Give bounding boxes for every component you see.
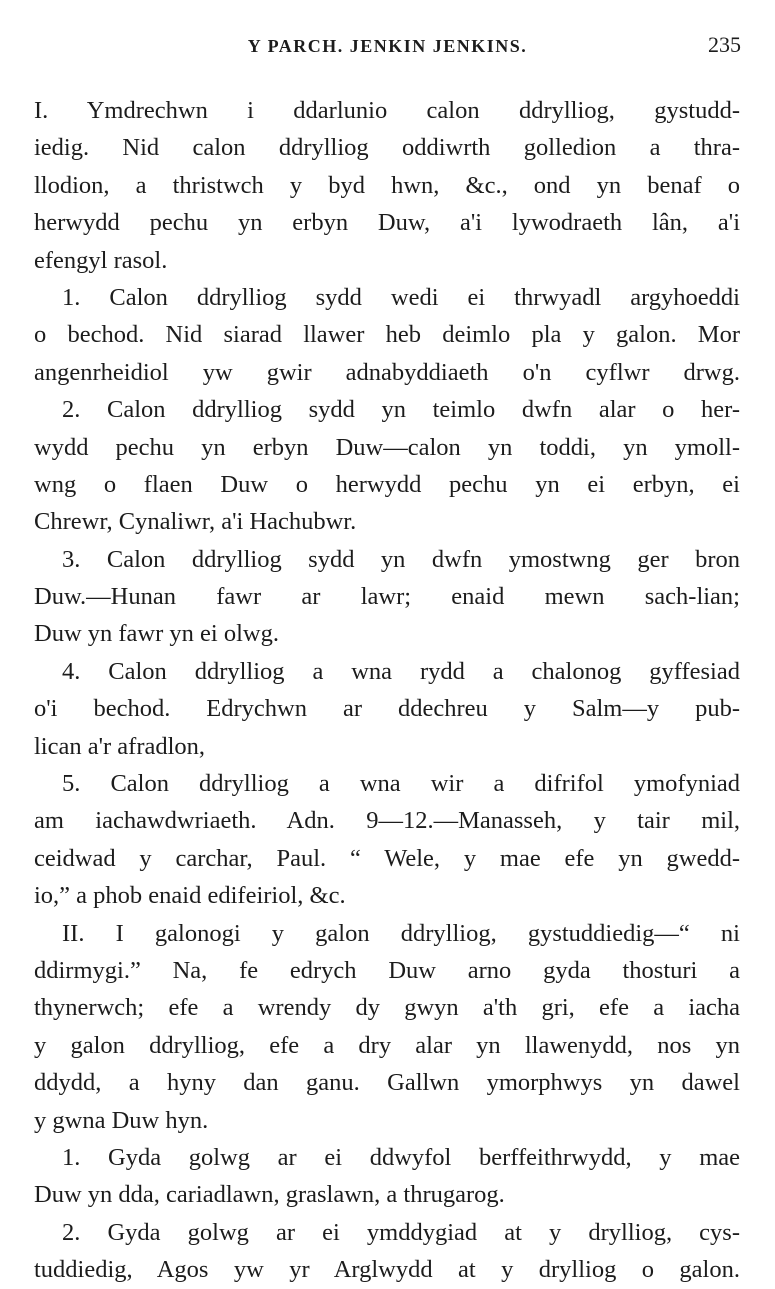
text-line: I. Ymdrechwn i ddarlunio calon ddrylliog, gystudd- bbox=[34, 97, 740, 124]
text-line: thynerwch; efe a wrendy dy gwyn a'th gri, efe a iacha bbox=[34, 994, 740, 1022]
text-line: llodion, a thristwch y byd hwn, &c., ond yn benaf o bbox=[34, 171, 740, 199]
text-line: lican a'r afradlon, bbox=[34, 732, 206, 760]
text-line: io,” a phob enaid edifeiriol, &c. bbox=[34, 882, 346, 910]
text-line: Chrewr, Cynaliwr, a'i Hachubwr. bbox=[34, 508, 357, 536]
text-line: 1. Calon ddrylliog sydd wedi ei thrwyadl argyhoeddi bbox=[62, 283, 740, 311]
text-line: tuddiedig, Agos yw yr Arglwydd at y drylliog o galon. bbox=[34, 1256, 740, 1284]
text-line: 2. Gyda golwg ar ei ymddygiad at y drylliog, cys- bbox=[62, 1218, 740, 1246]
text-line: o bechod. Nid siarad llawer heb deimlo pla y galon. Mor bbox=[34, 321, 740, 349]
text-line: Duw yn fawr yn ei olwg. bbox=[34, 620, 279, 648]
text-line: wng o flaen Duw o herwydd pechu yn ei erbyn, ei bbox=[34, 470, 740, 498]
body-text bbox=[34, 92, 740, 1289]
text-line: wydd pechu yn erbyn Duw—calon yn toddi, yn ymoll- bbox=[34, 433, 740, 461]
text-line: 4. Calon ddrylliog a wna rydd a chalonog gyffesiad bbox=[62, 657, 740, 685]
text-line: y gwna Duw hyn. bbox=[34, 1106, 209, 1134]
text-line: ddydd, a hyny dan ganu. Gallwn ymorphwys yn dawel bbox=[34, 1069, 740, 1097]
text-line: efengyl rasol. bbox=[34, 246, 168, 274]
text-line: angenrheidiol yw gwir adnabyddiaeth o'n cyflwr drwg. bbox=[34, 358, 740, 386]
text-line: am iachawdwriaeth. Adn. 9—12.—Manasseh, y tair mil, bbox=[34, 807, 740, 835]
text-line: ddirmygi.” Na, fe edrych Duw arno gyda thosturi a bbox=[34, 956, 740, 984]
page-number: 235 bbox=[708, 32, 741, 57]
text-line: iedig. Nid calon ddrylliog oddiwrth golledion a thra- bbox=[34, 134, 740, 162]
text-line: 5. Calon ddrylliog a wna wir a difrifol ymofyniad bbox=[62, 770, 740, 798]
text-line: 3. Calon ddrylliog sydd yn dwfn ymostwng ger bron bbox=[62, 545, 740, 573]
text-line: 1. Gyda golwg ar ei ddwyfol berffeithrwydd, y mae bbox=[62, 1143, 740, 1171]
running-head bbox=[34, 30, 741, 70]
text-line: Duw yn dda, cariadlawn, graslawn, a thrugarog. bbox=[34, 1181, 505, 1209]
running-title: Y PARCH. JENKIN JENKINS. bbox=[247, 36, 528, 56]
text-line: o'i bechod. Edrychwn ar ddechreu y Salm—y pub- bbox=[34, 695, 740, 723]
text-line: ceidwad y carchar, Paul. “ Wele, y mae efe yn gwedd- bbox=[34, 844, 740, 872]
text-line: II. I galonogi y galon ddrylliog, gystuddiedig—“ ni bbox=[62, 919, 740, 947]
text-line: y galon ddrylliog, efe a dry alar yn llawenydd, nos yn bbox=[34, 1031, 740, 1059]
text-line: herwydd pechu yn erbyn Duw, a'i lywodraeth lân, a'i bbox=[34, 209, 740, 237]
text-line: 2. Calon ddrylliog sydd yn teimlo dwfn alar o her- bbox=[62, 396, 740, 424]
text-line: Duw.—Hunan fawr ar lawr; enaid mewn sach-lian; bbox=[34, 583, 740, 611]
